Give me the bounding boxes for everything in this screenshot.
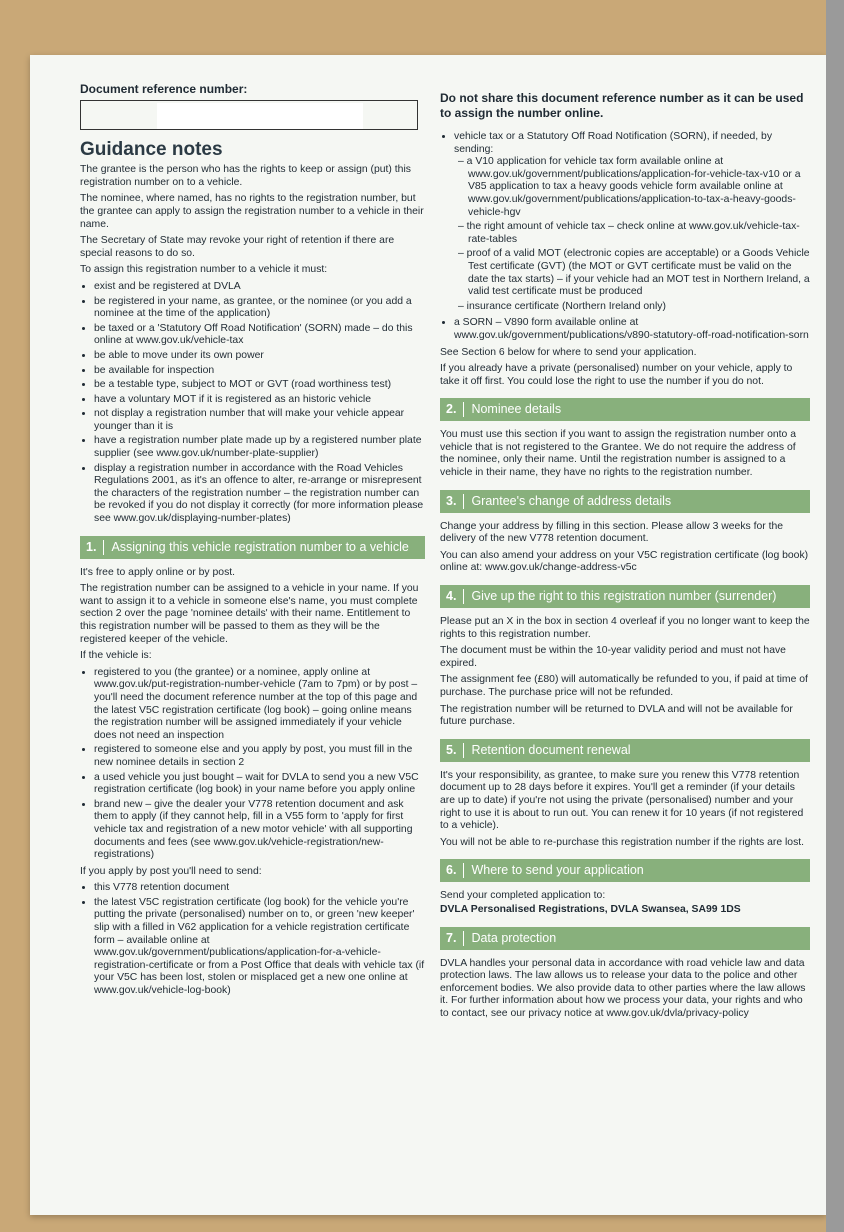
right-column xyxy=(440,91,810,1025)
section-4-header xyxy=(440,585,810,608)
section-title: Give up the right to this registration number (surrender) xyxy=(471,589,777,604)
section-title: Where to send your application xyxy=(471,863,644,878)
background-edge xyxy=(826,0,844,1232)
paragraph: The assignment fee (£80) will automatically be refunded to you, if paid at time of purchase. The purchase price will not be refunded. xyxy=(440,674,808,698)
paragraph: Please put an X in the box in section 4 overleaf if you no longer want to keep the rights to this registration number. xyxy=(440,616,810,640)
list-item: • the latest V5C registration certificate (log book) for the vehicle you're putting the private (personalised) number on to, or green 'new keeper' slip with a filled in V62 application for a vehicle registration certificate form – available online at www.gov.uk/government/publications/application-for-a-vehicle-registration-certificate or from a Post Office that deals with vehicle tax (if your V5C has been lost, stolen or misplaced get a new one online at www.gov.uk/vehicle-log-book) xyxy=(94,897,425,998)
sub-list-item: – proof of a valid MOT (electronic copies are acceptable) or a Goods Vehicle Test certificate (GVT) (the MOT or GVT certificate must be valid on the date the tax starts) – if your vehicle had an MOT test in Northern Ireland, a valid test certificate must be produced xyxy=(468,248,810,298)
paragraph: The registration number can be assigned to a vehicle in your name. If you want to assign it to a vehicle in someone else's name, you must complete section 2 over the page 'nominee details' with their name. Entitlement to this registration number will be passed to them as they will be the registered keeper of the vehicle. xyxy=(80,583,419,645)
sub-list-item: – a V10 application for vehicle tax form available online at www.gov.uk/government/publications/application-for-vehicle-tax-v10 or a V85 application to tax a heavy goods vehicle form available online at www.gov.uk/government/publications/application-to-tax-a-heavy-goods-vehicle-hgv xyxy=(468,156,810,219)
section-7-header xyxy=(440,927,810,950)
paragraph: Change your address by filling in this section. Please allow 3 weeks for the delivery of the new V778 retention document. xyxy=(440,520,784,545)
requirements-list xyxy=(80,281,425,526)
paragraph: Send your completed application to: xyxy=(440,890,606,902)
section-title: Assigning this vehicle registration number to a vehicle xyxy=(111,539,409,554)
list-item: • display a registration number in accordance with the Road Vehicles Regulations 2001, as it's an offence to alter, re-arrange or misrepresent the characters of the registration number – the registration number can be revoked if you do not display it correctly (for more information please see www.gov.uk/displaying-number-plates) xyxy=(94,463,425,526)
section-1-header xyxy=(80,536,425,559)
sub-list-item: – the right amount of vehicle tax – check online at www.gov.uk/vehicle-tax-rate-tables xyxy=(468,221,810,246)
reference-label: Document reference number: xyxy=(80,82,248,96)
tax-item-text: vehicle tax or a Statutory Off Road Notification (SORN), if needed, by sending: xyxy=(454,131,773,155)
section-3-header xyxy=(440,490,810,513)
section-6-header xyxy=(440,859,810,882)
intro-paragraph: The nominee, where named, has no rights to the registration number, but the grantee can apply to assign the registration number to a vehicle in their name. xyxy=(80,193,424,230)
paragraph: See Section 6 below for where to send your application. xyxy=(440,346,697,358)
left-column xyxy=(80,83,425,1002)
list-item: • not display a registration number that will make your vehicle appear younger than it is xyxy=(94,408,425,433)
list-item: • have a registration number plate made up by a registered number plate supplier (see www.gov.uk/number-plate-supplier) xyxy=(94,435,425,460)
section-2-header xyxy=(440,398,810,421)
section-title: Retention document renewal xyxy=(471,742,631,757)
list-item: • be registered in your name, as grantee, or the nominee (or you add a nominee at the time of the application) xyxy=(94,296,425,321)
document-page xyxy=(30,55,826,1215)
intro-paragraph: The grantee is the person who has the rights to keep or assign (put) this registration number on to a vehicle. xyxy=(80,164,411,188)
paragraph: If the vehicle is: xyxy=(80,650,152,662)
redaction-block xyxy=(157,103,363,129)
paragraph: DVLA handles your personal data in accordance with road vehicle law and data protection laws. The law allows us to release your data to the police and other enforcement bodies. We also provide data to other parties where the law allows it. For further information about how we process your data, your rights and who to contact, see our privacy notice at www.gov.uk/dvla/privacy-policy xyxy=(440,957,806,1019)
section-5-header xyxy=(440,739,810,762)
section-number: 1. xyxy=(86,540,104,555)
tax-sub-list xyxy=(454,156,810,313)
postal-address: DVLA Personalised Registrations, DVLA Swansea, SA99 1DS xyxy=(440,903,741,915)
list-item: • be available for inspection xyxy=(94,365,425,378)
list-item: • exist and be registered at DVLA xyxy=(94,281,425,294)
section-title: Grantee's change of address details xyxy=(471,493,672,508)
paragraph: The registration number will be returned to DVLA and will not be available for future purchase. xyxy=(440,703,793,728)
list-item: • have a voluntary MOT if it is registered as an historic vehicle xyxy=(94,394,425,407)
paragraph: The document must be within the 10-year validity period and must not have expired. xyxy=(440,645,786,669)
paragraph: You must use this section if you want to assign the registration number onto a vehicle that is not registered to the Grantee. We do not require the address of the nominee, only their name. Until the registration number is assigned to a vehicle in their name, they have no rights to the registration number. xyxy=(440,429,796,479)
section-number: 4. xyxy=(446,589,464,604)
vehicle-cases-list xyxy=(80,667,425,862)
section-number: 2. xyxy=(446,402,464,417)
list-item: • brand new – give the dealer your V778 retention document and ask them to apply (if they cannot help, fill in a V55 form to 'apply for first vehicle tax and registration of a new motor vehicle' with all supporting documents and fees (see www.gov.uk/vehicle-registration/new-registrations) xyxy=(94,799,425,862)
section-number: 6. xyxy=(446,863,464,878)
warning-text: Do not share this document reference number as it can be used to assign the number online. xyxy=(440,91,804,120)
reference-number-box xyxy=(80,100,418,130)
section-title: Data protection xyxy=(471,930,557,945)
page-title: Guidance notes xyxy=(80,138,223,160)
sub-list-item: – insurance certificate (Northern Ireland only) xyxy=(468,301,810,314)
list-item: • be a testable type, subject to MOT or GVT (road worthiness test) xyxy=(94,379,425,392)
list-item xyxy=(454,131,810,313)
paragraph: If you already have a private (personalised) number on your vehicle, apply to take it off first. You could lose the right to use the number if you do not. xyxy=(440,363,793,387)
tax-list xyxy=(440,131,810,343)
paragraph: It's free to apply online or by post. xyxy=(80,566,236,578)
section-number: 3. xyxy=(446,494,464,509)
paragraph: You can also amend your address on your V5C registration certificate (log book) online at: www.gov.uk/change-address-v5c xyxy=(440,549,809,574)
list-item: • registered to you (the grantee) or a nominee, apply online at www.gov.uk/put-registration-number-vehicle (7am to 7pm) or by post – you'll need the document reference number at the top of this page and the latest V5C registration certificate (log book) – going online means the registration number will be assigned immediately if your vehicle does not need an inspection xyxy=(94,667,425,743)
section-number: 5. xyxy=(446,743,464,758)
list-item: • a SORN – V890 form available online at www.gov.uk/government/publications/v890-statutory-off-road-notification-sorn xyxy=(454,317,810,342)
intro-paragraph: The Secretary of State may revoke your right of retention if there are special reasons to do so. xyxy=(80,235,395,259)
list-item: • this V778 retention document xyxy=(94,882,425,895)
section-number: 7. xyxy=(446,931,464,946)
list-item: • registered to someone else and you apply by post, you must fill in the new nominee details in section 2 xyxy=(94,744,425,769)
list-item: • a used vehicle you just bought – wait for DVLA to send you a new V5C registration certificate (log book) in your name before you apply online xyxy=(94,772,425,797)
paragraph: If you apply by post you'll need to send: xyxy=(80,865,262,877)
paragraph: You will not be able to re-purchase this registration number if the rights are lost. xyxy=(440,836,805,848)
section-title: Nominee details xyxy=(471,402,562,417)
paragraph: It's your responsibility, as grantee, to make sure you renew this V778 retention document up to 28 days before it expires. You'll get a reminder (if your details are up to date) if you're not using the private (personalised) number and your right to use it is about to run out. You can renew it for 10 years (if not registered to a vehicle). xyxy=(440,769,804,832)
post-items-list xyxy=(80,882,425,997)
intro-paragraph: To assign this registration number to a vehicle it must: xyxy=(80,264,328,276)
list-item: • be able to move under its own power xyxy=(94,350,425,363)
list-item: • be taxed or a 'Statutory Off Road Notification' (SORN) made – do this online at www.gov.uk/vehicle-tax xyxy=(94,323,425,348)
